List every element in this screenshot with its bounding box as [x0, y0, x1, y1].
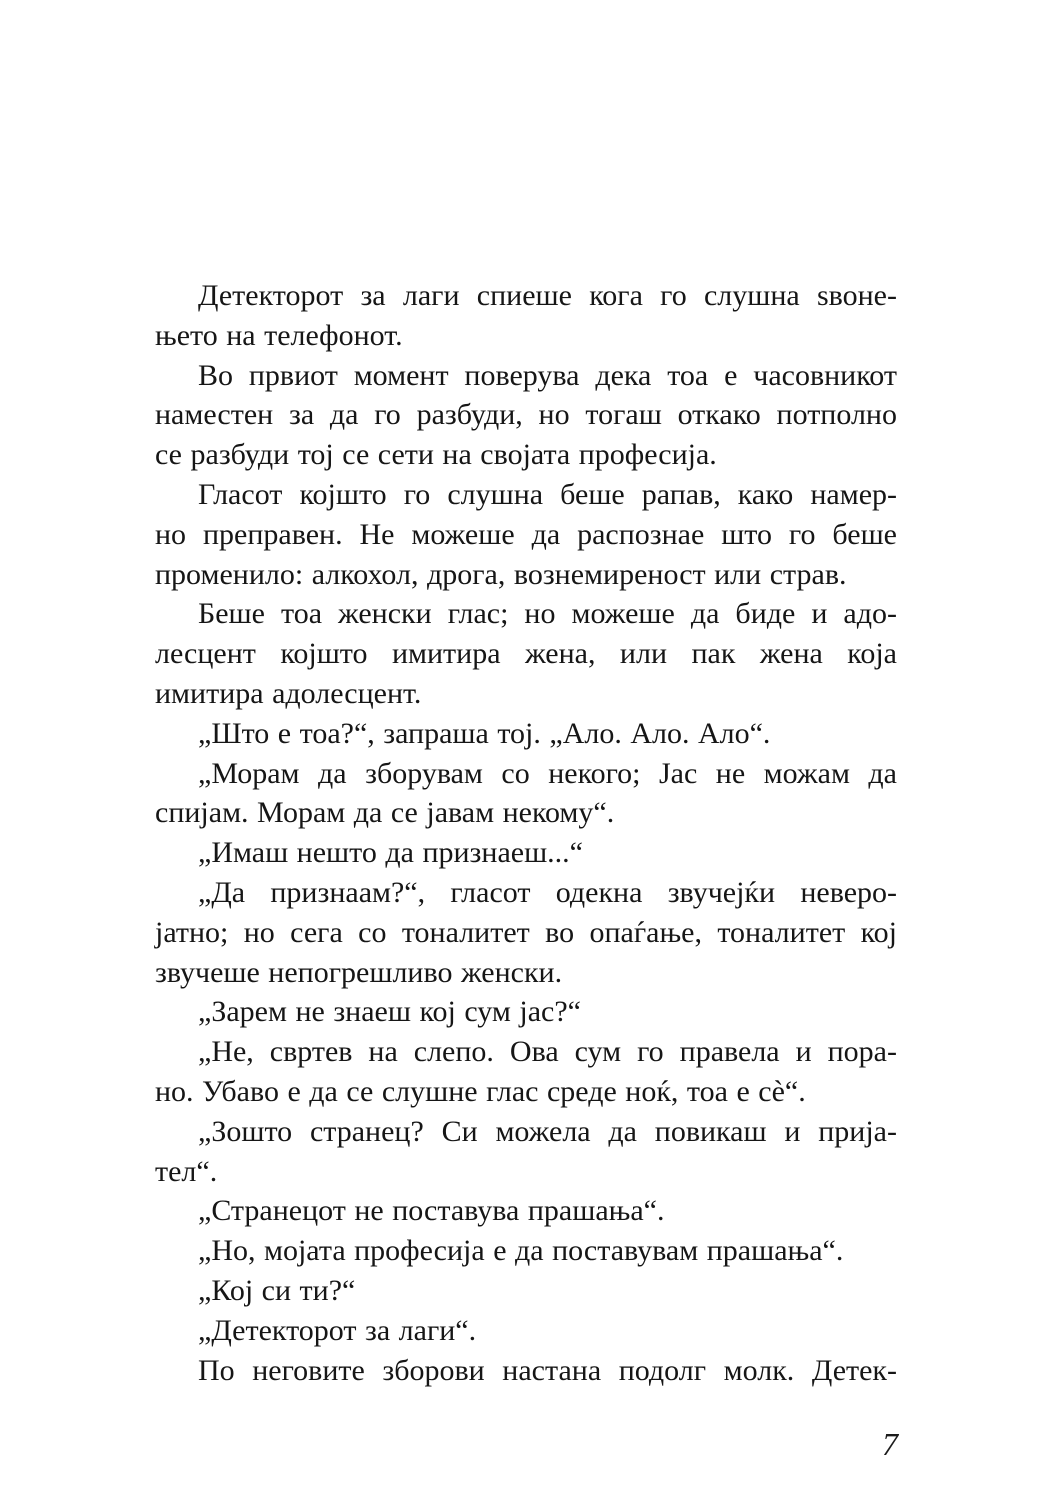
text-line: но преправен. Не можеше да распознае што го беше: [155, 517, 897, 551]
text-line: „Зарем не знаеш кој сум јас?“: [198, 995, 581, 1029]
text-line: „Странецот не поставува прашања“.: [198, 1194, 665, 1228]
text-line: Во првиот момент поверува дека тоа е часовникот: [198, 358, 897, 392]
paragraph: [155, 356, 897, 475]
paragraph: [155, 1311, 897, 1351]
text-line: „Кој си ти?“: [198, 1273, 356, 1307]
text-line: спијам. Морам да се јавам некому“.: [155, 796, 615, 830]
text-line: но. Убаво е да се слушне глас среде ноќ, тоа е сè“.: [155, 1074, 806, 1108]
text-line: „Морам да зборувам со некого; Јас не можам да: [198, 756, 897, 790]
paragraph: [155, 1231, 897, 1271]
paragraph: [155, 992, 897, 1032]
paragraph: [155, 475, 897, 594]
text-line: По неговите зборови настана подолг молк. Детек-: [198, 1353, 897, 1387]
paragraph: [155, 873, 897, 992]
text-line: Гласот којшто го слушна беше рапав, како намер-: [198, 477, 897, 511]
page-number: 7: [882, 1426, 898, 1462]
text-line: променило: алкохол, дрога, вознемиреност или страв.: [155, 557, 847, 591]
text-line: „Што е тоа?“, запраша тој. „Ало. Ало. Ало“.: [198, 716, 771, 750]
text-line: Детекторот за лаги спиеше кога го слушна ѕвоне-: [198, 279, 897, 312]
paragraph: [155, 1191, 897, 1231]
text-line: Беше тоа женски глас; но можеше да биде и адо-: [198, 597, 897, 631]
paragraph: [155, 1271, 897, 1311]
paragraph: [155, 714, 897, 754]
text-line: јатно; но сега со тоналитет во опаѓање, тоналитет кој: [155, 915, 897, 949]
text-line: „Детекторот за лаги“.: [198, 1313, 477, 1347]
paragraph: [155, 276, 897, 356]
paragraph: [155, 833, 897, 873]
paragraph: [155, 1032, 897, 1112]
body-text: [155, 276, 897, 1390]
paragraph: [155, 1112, 897, 1192]
text-line: звучеше непогрешливо женски.: [155, 955, 563, 989]
text-line: наместен за да го разбуди, но тогаш откако потполно: [155, 398, 897, 432]
text-line: „Имаш нешто да признаеш...“: [198, 836, 584, 870]
text-line: њето на телефонот.: [155, 318, 403, 352]
text-line: „Зошто странец? Си можела да повикаш и прија-: [198, 1114, 897, 1148]
paragraph: [155, 1351, 897, 1391]
text-line: „Да признаам?“, гласот одекна звучејќи неверо-: [198, 875, 897, 909]
text-line: тел“.: [155, 1154, 218, 1188]
text-line: лесцент којшто имитира жена, или пак жена која: [155, 637, 897, 671]
text-line: имитира адолесцент.: [155, 676, 422, 710]
text-line: „Не, свртев на слепо. Ова сум го правела и пора-: [198, 1035, 897, 1069]
text-line: „Но, мојата професија е да поставувам прашања“.: [198, 1234, 844, 1268]
text-line: се разбуди тој се сети на својата професија.: [155, 438, 717, 472]
paragraph: [155, 754, 897, 834]
paragraph: [155, 594, 897, 713]
